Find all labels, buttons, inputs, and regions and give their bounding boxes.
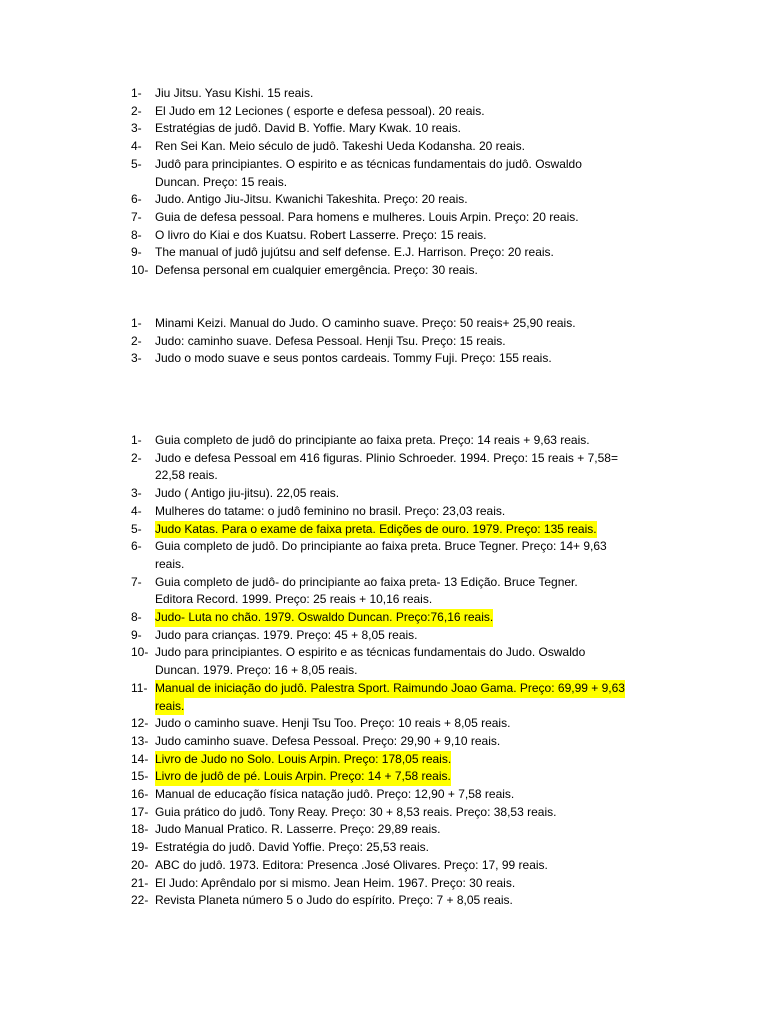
item-text: Judo ( Antigo jiu-jitsu). 22,05 reais.: [155, 486, 340, 501]
item-number: 18-: [131, 822, 149, 837]
list-item: [131, 715, 651, 733]
item-text: Manual de educação física natação judô. Preço: 12,90 + 7,58 reais.: [155, 787, 515, 802]
item-text: Judo para crianças. 1979. Preço: 45 + 8,05 reais.: [155, 627, 418, 642]
item-text: Judô para principiantes. O espirito e as técnicas fundamentais do judô. Oswaldo: [155, 156, 582, 171]
book-list-1: [131, 85, 651, 280]
item-number: 7-: [131, 209, 142, 224]
item-text: reais.: [155, 698, 184, 716]
item-number: 21-: [131, 875, 149, 890]
item-number: 19-: [131, 840, 149, 855]
list-item: [131, 751, 651, 769]
item-number: 14-: [131, 751, 149, 766]
list-item: [131, 333, 651, 351]
list-item: [131, 538, 651, 556]
item-text: Judo Katas. Para o exame de faixa preta. Edições de ouro. 1979. Preço: 135 reais.: [155, 521, 597, 539]
book-list-3: [131, 432, 651, 910]
item-number: 22-: [131, 893, 149, 908]
item-number: 6-: [131, 192, 142, 207]
list-item-continuation: [131, 174, 651, 192]
list-item: [131, 450, 651, 468]
item-number: 10-: [131, 263, 149, 278]
item-text: Judo. Antigo Jiu-Jitsu. Kwanichi Takeshita. Preço: 20 reais.: [155, 192, 468, 207]
item-text: Guia completo de judô do principiante ao faixa preta. Preço: 14 reais + 9,63 reais.: [155, 433, 590, 447]
item-text: Judo Manual Pratico. R. Lasserre. Preço: 29,89 reais.: [155, 822, 441, 837]
item-number: 20-: [131, 857, 149, 872]
item-number: 13-: [131, 733, 149, 748]
list-item: [131, 315, 651, 333]
list-item-continuation: [131, 662, 651, 680]
list-item: [131, 209, 651, 227]
item-number: 9-: [131, 627, 142, 642]
item-text: El Judo: Aprêndalo por si mismo. Jean Heim. 1967. Preço: 30 reais.: [155, 875, 516, 890]
item-text: Livro de judô de pé. Louis Arpin. Preço: 14 + 7,58 reais.: [155, 768, 451, 786]
item-number: 9-: [131, 245, 142, 260]
item-text: Minami Keizi. Manual do Judo. O caminho suave. Preço: 50 reais+ 25,90 reais.: [155, 316, 576, 330]
item-text: Ren Sei Kan. Meio século de judô. Takeshi Ueda Kodansha. 20 reais.: [155, 139, 526, 154]
item-number: [131, 467, 155, 485]
item-number: 6-: [131, 539, 142, 554]
item-number: 3-: [131, 121, 142, 136]
item-text: Judo caminho suave. Defesa Pessoal. Preço: 29,90 + 9,10 reais.: [155, 733, 501, 748]
list-item: [131, 857, 651, 875]
item-text: Guia de defesa pessoal. Para homens e mulheres. Louis Arpin. Preço: 20 reais.: [155, 209, 579, 224]
item-text: Revista Planeta número 5 o Judo do espírito. Preço: 7 + 8,05 reais.: [155, 893, 513, 908]
item-number: 17-: [131, 804, 149, 819]
item-text: Defensa personal em cualquier emergência. Preço: 30 reais.: [155, 263, 478, 278]
list-item: [131, 156, 651, 174]
list-item: [131, 821, 651, 839]
book-list-2: [131, 315, 651, 368]
list-item: [131, 521, 651, 539]
item-text: Guia completo de judô- do principiante ao faixa preta- 13 Edição. Bruce Tegner.: [155, 574, 578, 589]
list-item: [131, 875, 651, 893]
list-item: [131, 609, 651, 627]
list-item: [131, 262, 651, 280]
list-item: [131, 627, 651, 645]
item-text: Mulheres do tatame: o judô feminino no brasil. Preço: 23,03 reais.: [155, 503, 506, 518]
item-text: Judo o modo suave e seus pontos cardeais. Tommy Fuji. Preço: 155 reais.: [155, 351, 552, 366]
item-text: Judo e defesa Pessoal em 416 figuras. Plinio Schroeder. 1994. Preço: 15 reais + 7,58=: [155, 450, 618, 465]
item-number: 1-: [131, 86, 142, 100]
item-text: Judo para principiantes. O espirito e as técnicas fundamentais do Judo. Oswaldo: [155, 645, 586, 660]
list-item-continuation: [131, 467, 651, 485]
list-item: [131, 839, 651, 857]
item-text: Estratégia do judô. David Yoffie. Preço: 25,53 reais.: [155, 840, 429, 855]
item-number: [131, 662, 155, 680]
list-item: [131, 138, 651, 156]
item-text: El Judo em 12 Leciones ( esporte e defesa pessoal). 20 reais.: [155, 103, 485, 118]
item-text: Jiu Jitsu. Yasu Kishi. 15 reais.: [155, 86, 314, 100]
item-number: 2-: [131, 333, 142, 348]
list-item: [131, 85, 651, 103]
item-text: Estratégias de judô. David B. Yoffie. Mary Kwak. 10 reais.: [155, 121, 461, 136]
list-item: [131, 227, 651, 245]
list-item: [131, 191, 651, 209]
list-item: [131, 485, 651, 503]
item-number: 1-: [131, 433, 142, 447]
list-item: [131, 503, 651, 521]
item-text: Judo o caminho suave. Henji Tsu Too. Preço: 10 reais + 8,05 reais.: [155, 716, 511, 731]
item-number: 11-: [131, 680, 148, 695]
item-number: 3-: [131, 351, 142, 366]
item-number: 10-: [131, 645, 149, 660]
item-text: Judo: caminho suave. Defesa Pessoal. Henji Tsu. Preço: 15 reais.: [155, 333, 506, 348]
item-number: 5-: [131, 521, 142, 536]
item-text: Duncan. Preço: 15 reais.: [155, 174, 288, 189]
item-text: Duncan. 1979. Preço: 16 + 8,05 reais.: [155, 663, 358, 678]
item-text: O livro do Kiai e dos Kuatsu. Robert Lasserre. Preço: 15 reais.: [155, 227, 487, 242]
list-item: [131, 244, 651, 262]
item-number: [131, 698, 155, 716]
item-text: Manual de iniciação do judô. Palestra Sport. Raimundo Joao Gama. Preço: 69,99 + 9,63: [155, 680, 625, 698]
item-number: [131, 591, 155, 609]
item-text: reais.: [155, 556, 185, 571]
item-text: Guia completo de judô. Do principiante ao faixa preta. Bruce Tegner. Preço: 14+ 9,63: [155, 539, 607, 554]
item-number: 5-: [131, 156, 142, 171]
item-number: 7-: [131, 574, 142, 589]
list-item: [131, 120, 651, 138]
list-item: [131, 768, 651, 786]
list-item-continuation: [131, 698, 651, 716]
item-number: 4-: [131, 139, 142, 154]
item-number: 2-: [131, 450, 142, 465]
list-item-continuation: [131, 556, 651, 574]
item-number: 4-: [131, 503, 142, 518]
list-item: [131, 350, 651, 368]
item-text: 22,58 reais.: [155, 468, 218, 483]
list-item-continuation: [131, 591, 651, 609]
item-number: 16-: [131, 787, 149, 802]
item-number: [131, 174, 155, 192]
item-number: 8-: [131, 227, 142, 242]
list-item: [131, 786, 651, 804]
list-item: [131, 644, 651, 662]
list-item: [131, 733, 651, 751]
item-number: 1-: [131, 316, 142, 330]
list-item: [131, 103, 651, 121]
item-text: Judo- Luta no chão. 1979. Oswaldo Duncan. Preço:76,16 reais.: [155, 609, 493, 627]
list-item: [131, 892, 651, 910]
item-text: Editora Record. 1999. Preço: 25 reais + 10,16 reais.: [155, 592, 433, 607]
list-item: [131, 432, 651, 450]
item-number: [131, 556, 155, 574]
list-item: [131, 804, 651, 822]
item-number: 3-: [131, 486, 142, 501]
item-text: Guia prático do judô. Tony Reay. Preço: 30 + 8,53 reais. Preço: 38,53 reais.: [155, 804, 557, 819]
item-number: 12-: [131, 716, 149, 731]
item-number: 8-: [131, 610, 142, 625]
list-item: [131, 574, 651, 592]
list-item: [131, 680, 651, 698]
item-text: The manual of judô jujútsu and self defense. E.J. Harrison. Preço: 20 reais.: [155, 245, 554, 260]
item-text: Livro de Judo no Solo. Louis Arpin. Preço: 178,05 reais.: [155, 751, 451, 769]
item-number: 15-: [131, 769, 149, 784]
item-number: 2-: [131, 103, 142, 118]
item-text: ABC do judô. 1973. Editora: Presenca .José Olivares. Preço: 17, 99 reais.: [155, 857, 548, 872]
